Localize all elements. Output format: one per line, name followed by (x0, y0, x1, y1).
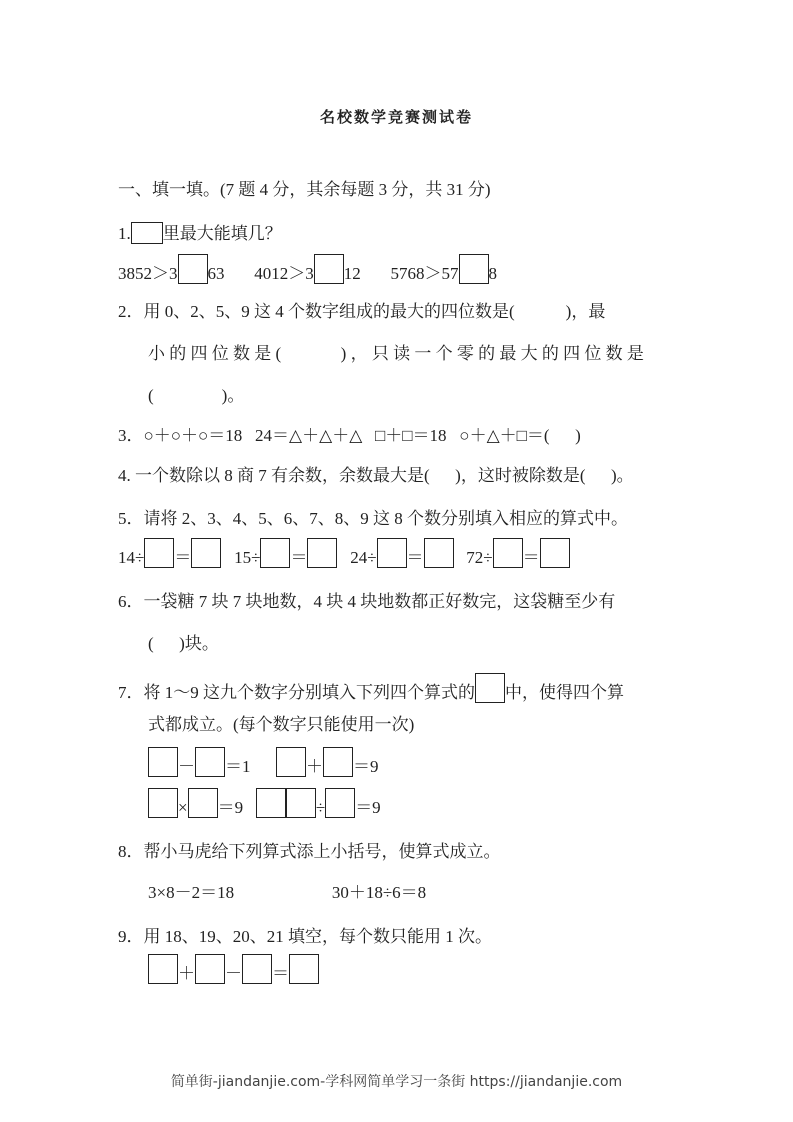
question-text: ＝ (290, 548, 308, 567)
answer-box[interactable] (493, 538, 523, 568)
answer-box[interactable] (475, 673, 505, 703)
answer-box[interactable] (314, 254, 344, 284)
question-line (148, 332, 644, 364)
answer-box[interactable] (148, 747, 178, 777)
question-text: － (225, 964, 242, 983)
question-text: 一、填一填。(7 题 4 分，其余每题 3 分，共 31 分) (118, 180, 491, 199)
answer-box[interactable] (325, 788, 355, 818)
answer-box[interactable] (323, 747, 353, 777)
question-text: ÷ (315, 798, 326, 817)
answer-box[interactable] (144, 538, 174, 568)
question-line (148, 622, 219, 654)
answer-box[interactable] (307, 538, 337, 568)
question-text: ＝1 (225, 757, 276, 776)
question-text: ＋ (178, 964, 195, 983)
footer-watermark: 简单街-jiandanjie.com-学科网简单学习一条街 https://jiandanjie.com (170, 1074, 623, 1090)
question-text: 8 (488, 264, 497, 283)
answer-box[interactable] (459, 254, 489, 284)
answer-box[interactable] (540, 538, 570, 568)
question-line (118, 915, 492, 947)
question-line (148, 786, 381, 818)
answer-box[interactable] (195, 747, 225, 777)
question-text: 2．用 0、2、5、9 这 4 个数字组成的最大的四位数是( )，最 (118, 302, 606, 321)
question-text: 7．将 1～9 这九个数字分别填入下列四个算式的 (118, 683, 475, 702)
question-text: ( )。 (148, 386, 245, 405)
question-text: 6．一袋糖 7 块 7 块地数，4 块 4 块地数都正好数完，这袋糖至少有 (118, 592, 616, 611)
answer-box[interactable] (191, 538, 221, 568)
question-text: 72÷ (453, 548, 493, 567)
question-text: ＝ (174, 548, 192, 567)
question-text: 里最大能填几？ (162, 224, 282, 243)
question-line (148, 871, 426, 903)
answer-box[interactable] (276, 747, 306, 777)
question-text: ＝9 (355, 798, 381, 817)
question-text: ( )块。 (148, 634, 219, 653)
question-text: 小 的 四 位 数 是 ( ) ， 只 读 一 个 零 的 最 大 的 四 位 数 是 (148, 344, 644, 363)
question-line (148, 952, 319, 984)
question-text: 24÷ (337, 548, 377, 567)
answer-box[interactable] (188, 788, 218, 818)
question-line (118, 830, 501, 862)
question-text: 9．用 18、19、20、21 填空，每个数只能用 1 次。 (118, 927, 492, 946)
question-line (118, 454, 634, 486)
answer-box[interactable] (377, 538, 407, 568)
question-line (118, 580, 615, 612)
answer-box[interactable] (148, 788, 178, 818)
question-text: － (178, 757, 195, 776)
answer-box[interactable] (178, 254, 208, 284)
question-text: × (178, 798, 188, 817)
question-line (148, 703, 414, 735)
question-line (118, 252, 497, 284)
question-text: 1. (118, 224, 131, 243)
answer-box[interactable] (424, 538, 454, 568)
question-text: 3．○＋○＋○＝18 24＝△＋△＋△ □＋□＝18 ○＋△＋□＝( ) (118, 426, 581, 445)
question-text: 式都成立。(每个数字只能使用一次) (148, 715, 415, 734)
answer-box[interactable] (286, 788, 316, 818)
question-line (118, 536, 570, 568)
question-text: 4. 一个数除以 8 商 7 有余数，余数最大是( )，这时被除数是( )。 (118, 466, 634, 485)
page-title: 名校数学竞赛测试卷 (319, 110, 473, 126)
answer-box[interactable] (195, 954, 225, 984)
question-line (118, 497, 628, 529)
question-text: 15÷ (221, 548, 261, 567)
question-text: ＋ (306, 757, 323, 776)
question-text: 3×8－2＝18 30＋18÷6＝8 (148, 883, 427, 902)
question-text: ＝9 (353, 757, 379, 776)
question-text: ＝9 (217, 798, 256, 817)
question-text: 63 4012＞3 (207, 264, 314, 283)
answer-box[interactable] (256, 788, 286, 818)
answer-box[interactable] (289, 954, 319, 984)
answer-box[interactable] (131, 222, 163, 244)
answer-box[interactable] (260, 538, 290, 568)
question-line (118, 168, 491, 200)
question-text: ＝ (522, 548, 540, 567)
question-line (118, 290, 605, 322)
question-text: 8．帮小马虎给下列算式添上小括号，使算式成立。 (118, 842, 501, 861)
question-text: ＝ (406, 548, 424, 567)
question-text: 中，使得四个算 (505, 683, 624, 702)
question-line (118, 671, 624, 703)
answer-box[interactable] (242, 954, 272, 984)
question-line (148, 745, 379, 777)
question-line (118, 414, 581, 446)
question-text: 12 5768＞57 (343, 264, 459, 283)
question-line (118, 212, 282, 244)
question-text: 3852＞3 (118, 264, 178, 283)
answer-box[interactable] (148, 954, 178, 984)
question-text: 5．请将 2、3、4、5、6、7、8、9 这 8 个数分别填入相应的算式中。 (118, 509, 628, 528)
question-line (148, 374, 244, 406)
question-text: 14÷ (118, 548, 145, 567)
question-text: ＝ (272, 964, 289, 983)
